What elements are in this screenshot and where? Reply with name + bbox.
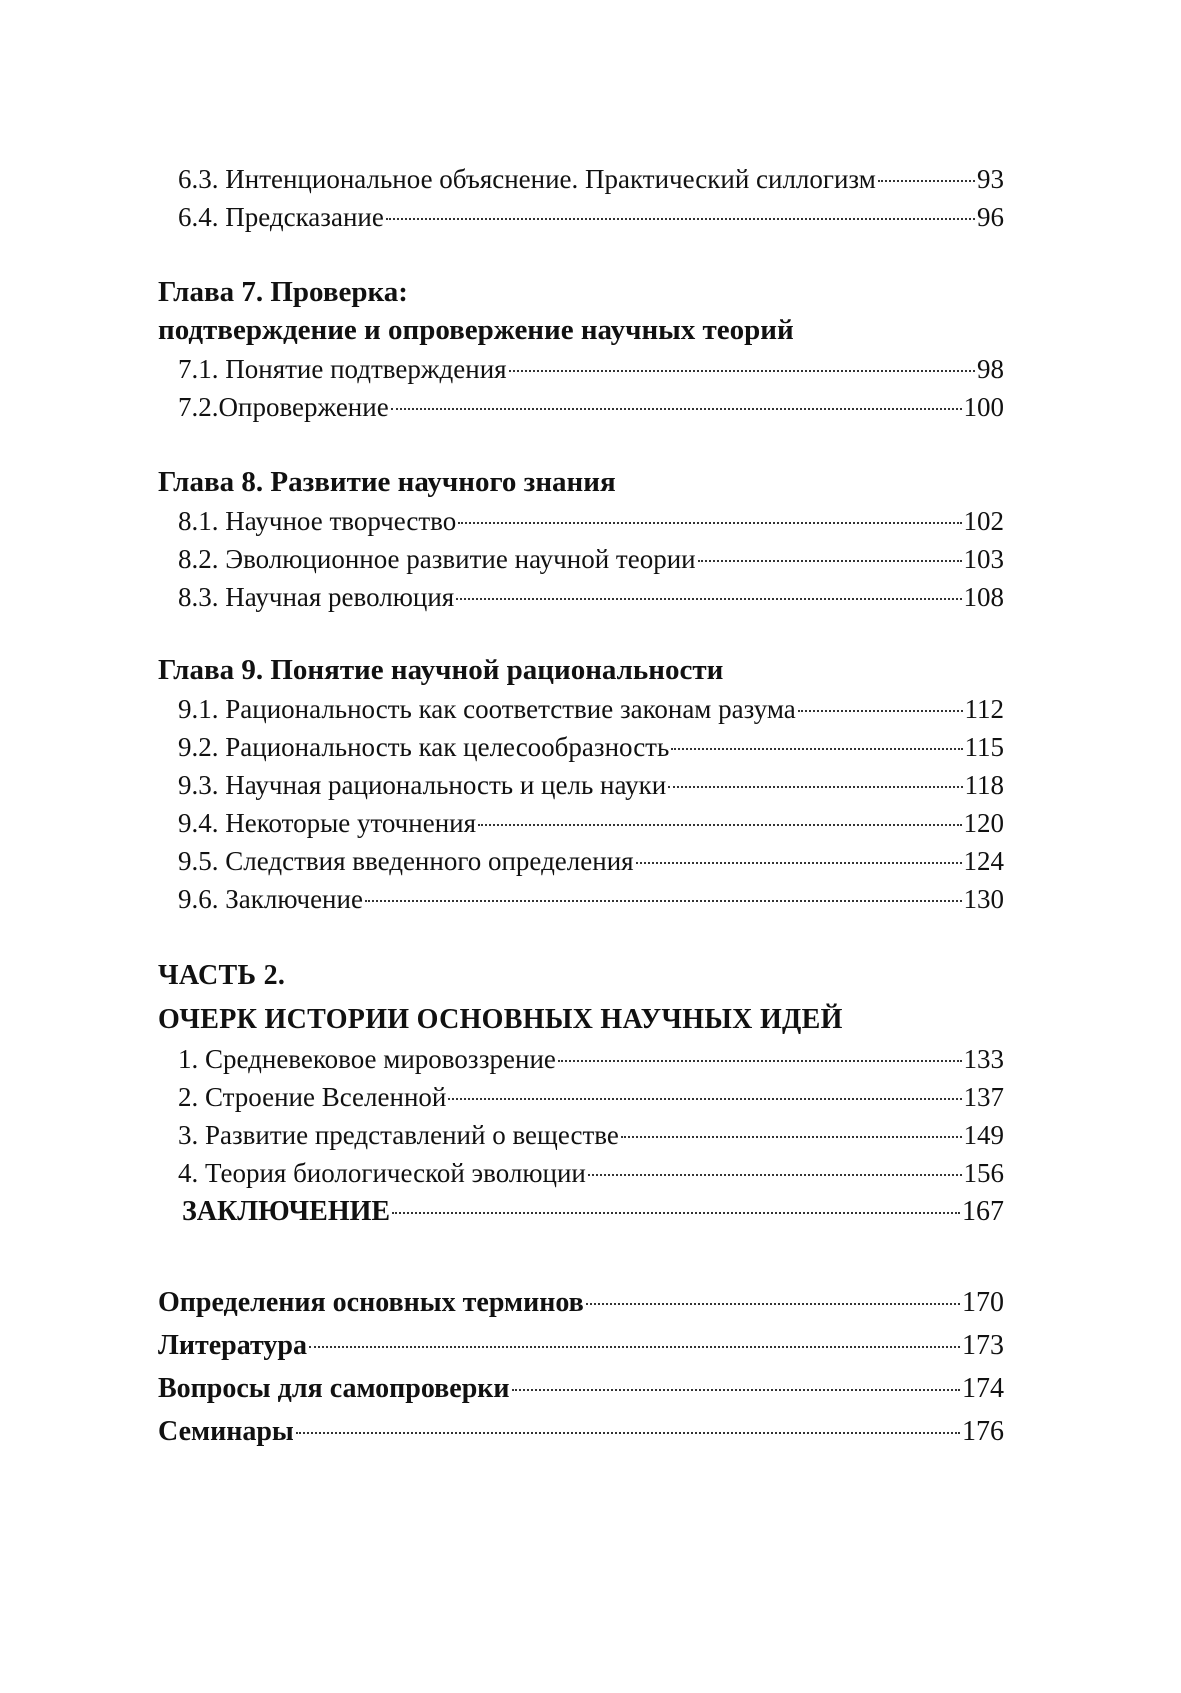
toc-entry-page: 176 bbox=[962, 1416, 1004, 1447]
toc-entry-conclusion[interactable] bbox=[182, 1195, 1004, 1229]
toc-entry-6-4[interactable] bbox=[178, 200, 1004, 234]
dot-leader bbox=[636, 862, 962, 864]
toc-entry-title: 6.3. Интенциональное объяснение. Практический силлогизм bbox=[178, 164, 876, 194]
dot-leader bbox=[671, 748, 962, 750]
toc-entry-page: 98 bbox=[977, 354, 1004, 384]
part-2-heading-line1: ЧАСТЬ 2. bbox=[158, 960, 286, 991]
toc-entry-9-3[interactable] bbox=[178, 768, 1004, 802]
toc-entry-page: 156 bbox=[963, 1158, 1004, 1188]
toc-entry-title: ЗАКЛЮЧЕНИЕ bbox=[182, 1196, 391, 1227]
toc-entry-title: Вопросы для самопроверки bbox=[158, 1373, 510, 1404]
dot-leader bbox=[698, 560, 962, 562]
toc-entry-page: 115 bbox=[964, 732, 1004, 762]
toc-entry-title: 9.4. Некоторые уточнения bbox=[178, 808, 477, 838]
toc-entry-8-3[interactable] bbox=[178, 580, 1004, 614]
toc-entry-page: 96 bbox=[977, 202, 1004, 232]
toc-entry-title: 7.2.Опровержение bbox=[178, 392, 389, 422]
dot-leader bbox=[392, 1212, 960, 1214]
toc-entry-title: 8.3. Научная революция bbox=[178, 582, 455, 612]
toc-entry-title: 9.6. Заключение bbox=[178, 884, 363, 914]
dot-leader bbox=[621, 1136, 962, 1138]
toc-entry-page: 100 bbox=[963, 392, 1004, 422]
toc-entry-page: 103 bbox=[963, 544, 1004, 574]
toc-entry-page: 93 bbox=[977, 164, 1004, 194]
toc-entry-title: 8.2. Эволюционное развитие научной теории bbox=[178, 544, 696, 574]
dot-leader bbox=[478, 824, 961, 826]
toc-entry-title: 6.4. Предсказание bbox=[178, 202, 384, 232]
dot-leader bbox=[391, 408, 962, 410]
toc-entry-page: 167 bbox=[962, 1196, 1004, 1227]
dot-leader bbox=[365, 900, 962, 902]
toc-entry-title: 9.1. Рациональность как соответствие законам разума bbox=[178, 694, 796, 724]
dot-leader bbox=[448, 1098, 961, 1100]
toc-entry-part2-3[interactable] bbox=[178, 1118, 1004, 1152]
toc-entry-page: 108 bbox=[963, 582, 1004, 612]
toc-entry-9-1[interactable] bbox=[178, 692, 1004, 726]
dot-leader bbox=[588, 1174, 962, 1176]
toc-entry-title: 7.1. Понятие подтверждения bbox=[178, 354, 507, 384]
dot-leader bbox=[512, 1389, 960, 1391]
toc-entry-definitions[interactable] bbox=[158, 1286, 1004, 1320]
toc-entry-page: 120 bbox=[963, 808, 1004, 838]
toc-entry-page: 173 bbox=[962, 1330, 1004, 1361]
toc-entry-page: 118 bbox=[964, 770, 1004, 800]
dot-leader bbox=[458, 522, 961, 524]
dot-leader bbox=[309, 1346, 960, 1348]
toc-entry-title: Определения основных терминов bbox=[158, 1287, 584, 1318]
toc-entry-page: 124 bbox=[963, 846, 1004, 876]
dot-leader bbox=[296, 1432, 960, 1434]
chapter-9-heading: Глава 9. Понятие научной рациональности bbox=[158, 654, 724, 686]
toc-entry-title: 9.3. Научная рациональность и цель науки bbox=[178, 770, 667, 800]
toc-entry-page: 102 bbox=[963, 506, 1004, 536]
dot-leader bbox=[798, 710, 963, 712]
toc-entry-9-5[interactable] bbox=[178, 844, 1004, 878]
toc-entry-7-1[interactable] bbox=[178, 352, 1004, 386]
toc-entry-title: 9.5. Следствия введенного определения bbox=[178, 846, 634, 876]
toc-entry-title: Семинары bbox=[158, 1416, 294, 1447]
toc-entry-page: 170 bbox=[962, 1287, 1004, 1318]
toc-entry-title: 2. Строение Вселенной bbox=[178, 1082, 447, 1112]
toc-entry-page: 149 bbox=[963, 1120, 1004, 1150]
toc-entry-7-2[interactable] bbox=[178, 390, 1004, 424]
toc-entry-page: 133 bbox=[963, 1044, 1004, 1074]
dot-leader bbox=[456, 598, 961, 600]
toc-entry-part2-1[interactable] bbox=[178, 1042, 1004, 1076]
dot-leader bbox=[386, 218, 975, 220]
dot-leader bbox=[878, 180, 975, 182]
toc-entry-8-1[interactable] bbox=[178, 504, 1004, 538]
toc-entry-9-4[interactable] bbox=[178, 806, 1004, 840]
toc-entry-page: 174 bbox=[962, 1373, 1004, 1404]
toc-entry-9-6[interactable] bbox=[178, 882, 1004, 916]
toc-entry-page: 130 bbox=[963, 884, 1004, 914]
dot-leader bbox=[558, 1060, 962, 1062]
dot-leader bbox=[668, 786, 962, 788]
toc-entry-8-2[interactable] bbox=[178, 542, 1004, 576]
toc-entry-page: 112 bbox=[964, 694, 1004, 724]
toc-entry-self-check[interactable] bbox=[158, 1372, 1004, 1406]
chapter-8-heading: Глава 8. Развитие научного знания bbox=[158, 466, 616, 498]
toc-entry-page: 137 bbox=[963, 1082, 1004, 1112]
toc-entry-literature[interactable] bbox=[158, 1329, 1004, 1363]
toc-entry-title: 1. Средневековое мировоззрение bbox=[178, 1044, 556, 1074]
toc-entry-title: 4. Теория биологической эволюции bbox=[178, 1158, 586, 1188]
toc-entry-seminars[interactable] bbox=[158, 1415, 1004, 1449]
toc-entry-9-2[interactable] bbox=[178, 730, 1004, 764]
toc-entry-title: 8.1. Научное творчество bbox=[178, 506, 457, 536]
dot-leader bbox=[586, 1303, 960, 1305]
toc-entry-title: 3. Развитие представлений о веществе bbox=[178, 1120, 619, 1150]
toc-entry-title: 9.2. Рациональность как целесообразность bbox=[178, 732, 670, 762]
toc-entry-6-3[interactable] bbox=[178, 162, 1004, 196]
part-2-heading-line2: ОЧЕРК ИСТОРИИ ОСНОВНЫХ НАУЧНЫХ ИДЕЙ bbox=[158, 1004, 843, 1035]
dot-leader bbox=[509, 370, 975, 372]
toc-entry-part2-4[interactable] bbox=[178, 1156, 1004, 1190]
toc-entry-part2-2[interactable] bbox=[178, 1080, 1004, 1114]
chapter-7-heading-line2: подтверждение и опровержение научных теорий bbox=[158, 314, 794, 346]
chapter-7-heading-line1: Глава 7. Проверка: bbox=[158, 276, 408, 308]
toc-entry-title: Литература bbox=[158, 1330, 307, 1361]
